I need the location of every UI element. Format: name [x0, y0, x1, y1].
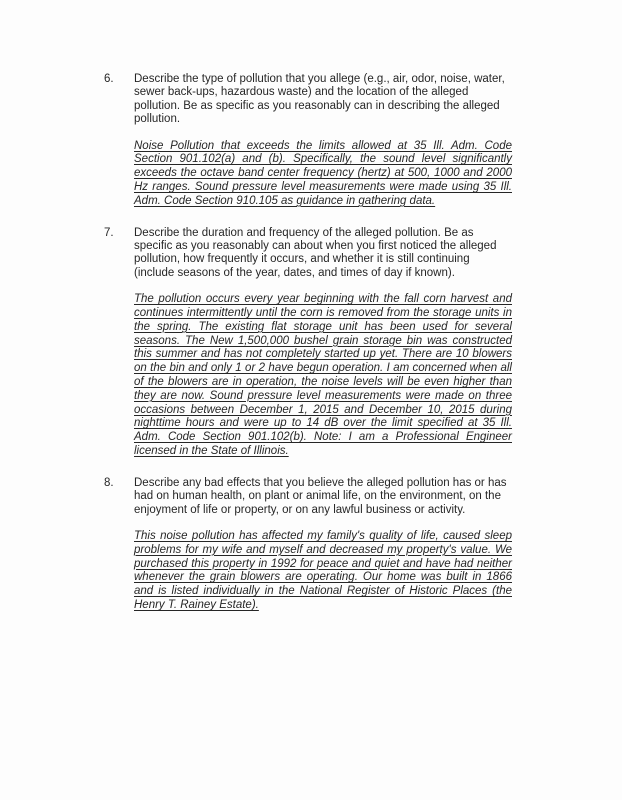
item-6-number: 6. [104, 73, 114, 85]
item-6-content [134, 73, 512, 209]
item-8-content [134, 477, 512, 613]
item-7-question: Describe the duration and frequency of the alleged pollution. Be as specific as you reasonably can about when you first noticed the alleged pollution, how frequently it occurs, and whether it is still continuing (include seasons of the year, dates, and times of day if known). [134, 226, 497, 279]
item-8-number: 8. [104, 476, 114, 489]
item-7-answer: The pollution occurs every year beginning with the fall corn harvest and continues intermittently until the corn is removed from the storage units in the spring. The existing flat storage unit has been used for several seasons. The New 1,500,000 bushel grain storage bin was constructed this summer and has not completely started up yet. There are 10 blowers on the bin and only 1 or 2 have begun operation. I am concerned when all of the blowers are in operation, the noise levels will be even higher than they are now. Sound pressure level measurements were made on three occasions between December 1, 2015 and December 10, 2015 during nighttime hours and were up to 14 dB over the limit specified at 35 Ill. Adm. Code Section 901.102(b). Note: I am a Professional Engineer licensed in the State of Illinois. [134, 293, 512, 457]
form-item-6 [104, 73, 512, 209]
form-item-7 [104, 227, 512, 459]
form-item-8 [104, 477, 512, 613]
item-7-content [134, 227, 512, 459]
item-6-answer: Noise Pollution that exceeds the limits allowed at 35 Ill. Adm. Code Section 901.102(a) and (b). Specifically, the sound level significantly exceeds the octave band center frequency (hertz) at 500, 1000 and 2000 Hz ranges. Sound pressure level measurements were made using 35 Ill. Adm. Code Section 910.105 as guidance in gathering data. [134, 139, 512, 207]
item-8-answer: This noise pollution has affected my family's quality of life, caused sleep problems for my wife and myself and decreased my property's value. We purchased this property in 1992 for peace and quiet and have had neither whenever the grain blowers are operating. Our home was built in 1866 and is listed individually in the National Register of Historic Places (the Henry T. Rainey Estate). [134, 530, 512, 611]
item-8-question: Describe any bad effects that you believe the alleged pollution has or has had on human health, on plant or animal life, on the environment, on the enjoyment of life or property, or on any lawful business or activity. [134, 476, 507, 516]
item-7-number: 7. [104, 226, 114, 239]
item-6-question: Describe the type of pollution that you allege (e.g., air, odor, noise, water, sewer back-ups, hazardous waste) and the location of the alleged pollution. Be as specific as you reasonably can in describing the alleged pollution. [134, 73, 505, 126]
